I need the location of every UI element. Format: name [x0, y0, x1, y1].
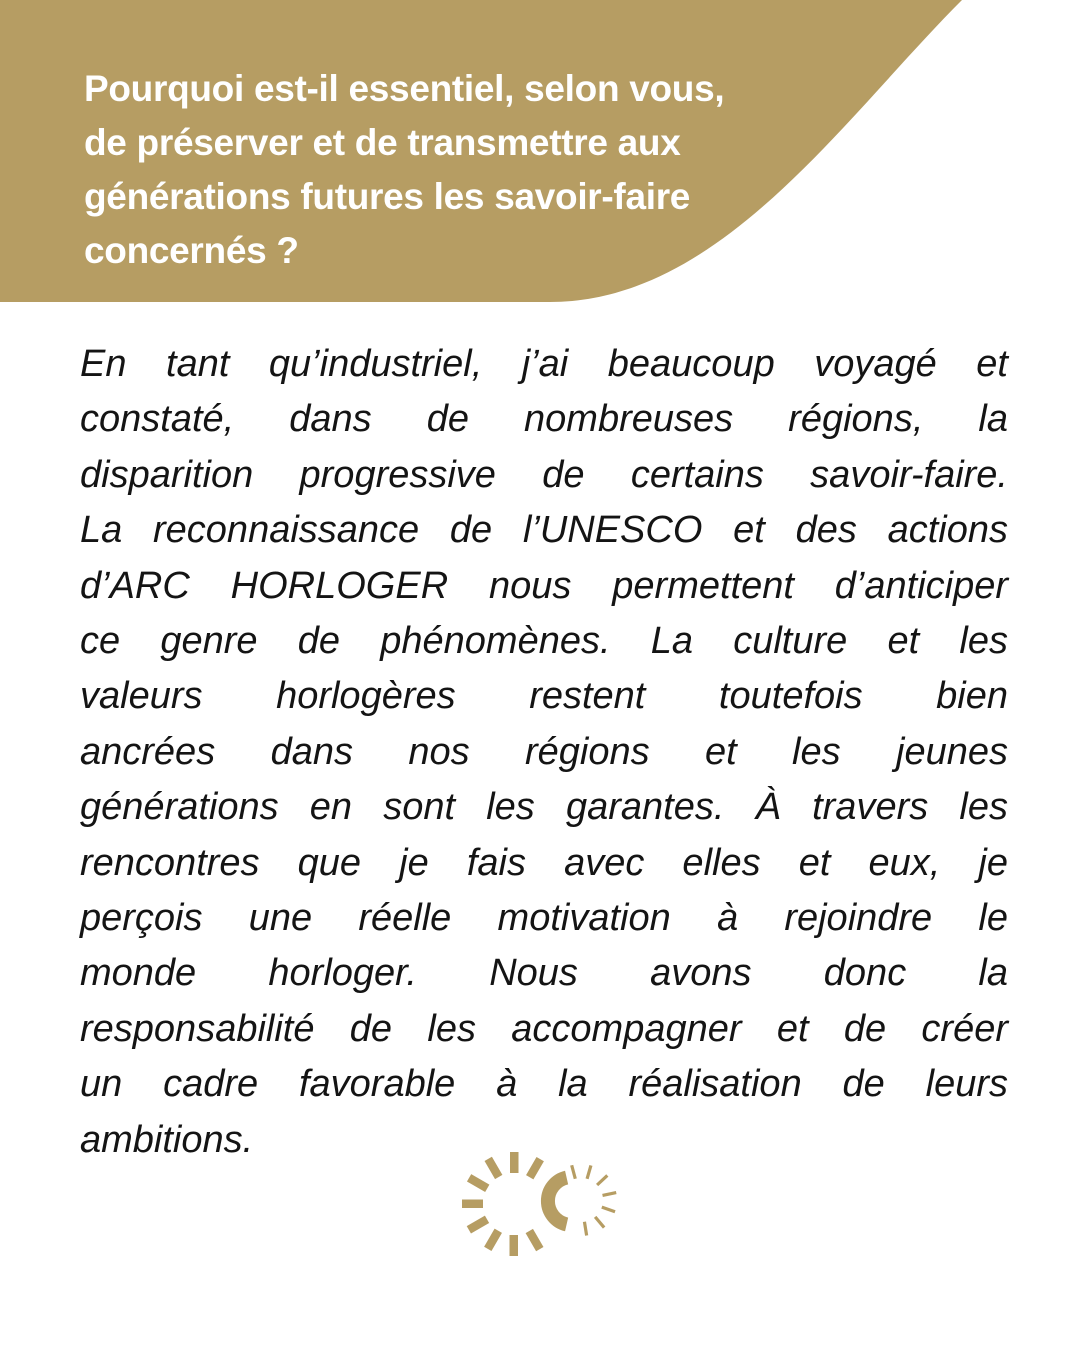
answer-line: La reconnaissance de l’UNESCO et des actions — [80, 509, 1008, 552]
answer-line: générations en sont les garantes. À travers les — [80, 786, 1008, 829]
answer-line: monde horloger. Nous avons donc la — [80, 952, 1008, 995]
answer-line: disparition progressive de certains savoir-faire. — [80, 453, 1008, 496]
question-title — [84, 62, 964, 278]
answer-line: rencontres que je fais avec elles et eux, je — [80, 841, 1008, 884]
answer-line: constaté, dans de nombreuses régions, la — [80, 398, 1008, 441]
answer-paragraph — [80, 337, 1008, 1168]
question-line: concernés ? — [84, 230, 299, 271]
answer-line: En tant qu’industriel, j’ai beaucoup voyagé et — [80, 343, 1008, 385]
sunburst-watch-dial-icon — [440, 1130, 660, 1270]
small-dial-ticks — [572, 1165, 617, 1235]
answer-line: d’ARC HORLOGER nous permettent d’anticiper — [80, 564, 1008, 607]
question-line: Pourquoi est-il essentiel, selon vous, — [84, 68, 725, 109]
answer-line: un cadre favorable à la réalisation de leurs — [80, 1063, 1008, 1106]
answer-line: valeurs horlogères restent toutefois bien — [80, 675, 1008, 718]
answer-line: ancrées dans nos régions et les jeunes — [80, 730, 1008, 773]
question-line: de préserver et de transmettre aux — [84, 122, 681, 163]
question-line: générations futures les savoir-faire — [84, 176, 691, 217]
crescent-arc — [548, 1178, 567, 1225]
large-dial-ticks — [462, 1152, 544, 1256]
answer-line: ce genre de phénomènes. La culture et les — [80, 620, 1008, 663]
answer-line: perçois une réelle motivation à rejoindre le — [80, 897, 1008, 940]
answer-line: ambitions. — [80, 1118, 254, 1161]
answer-line: responsabilité de les accompagner et de créer — [80, 1007, 1008, 1050]
